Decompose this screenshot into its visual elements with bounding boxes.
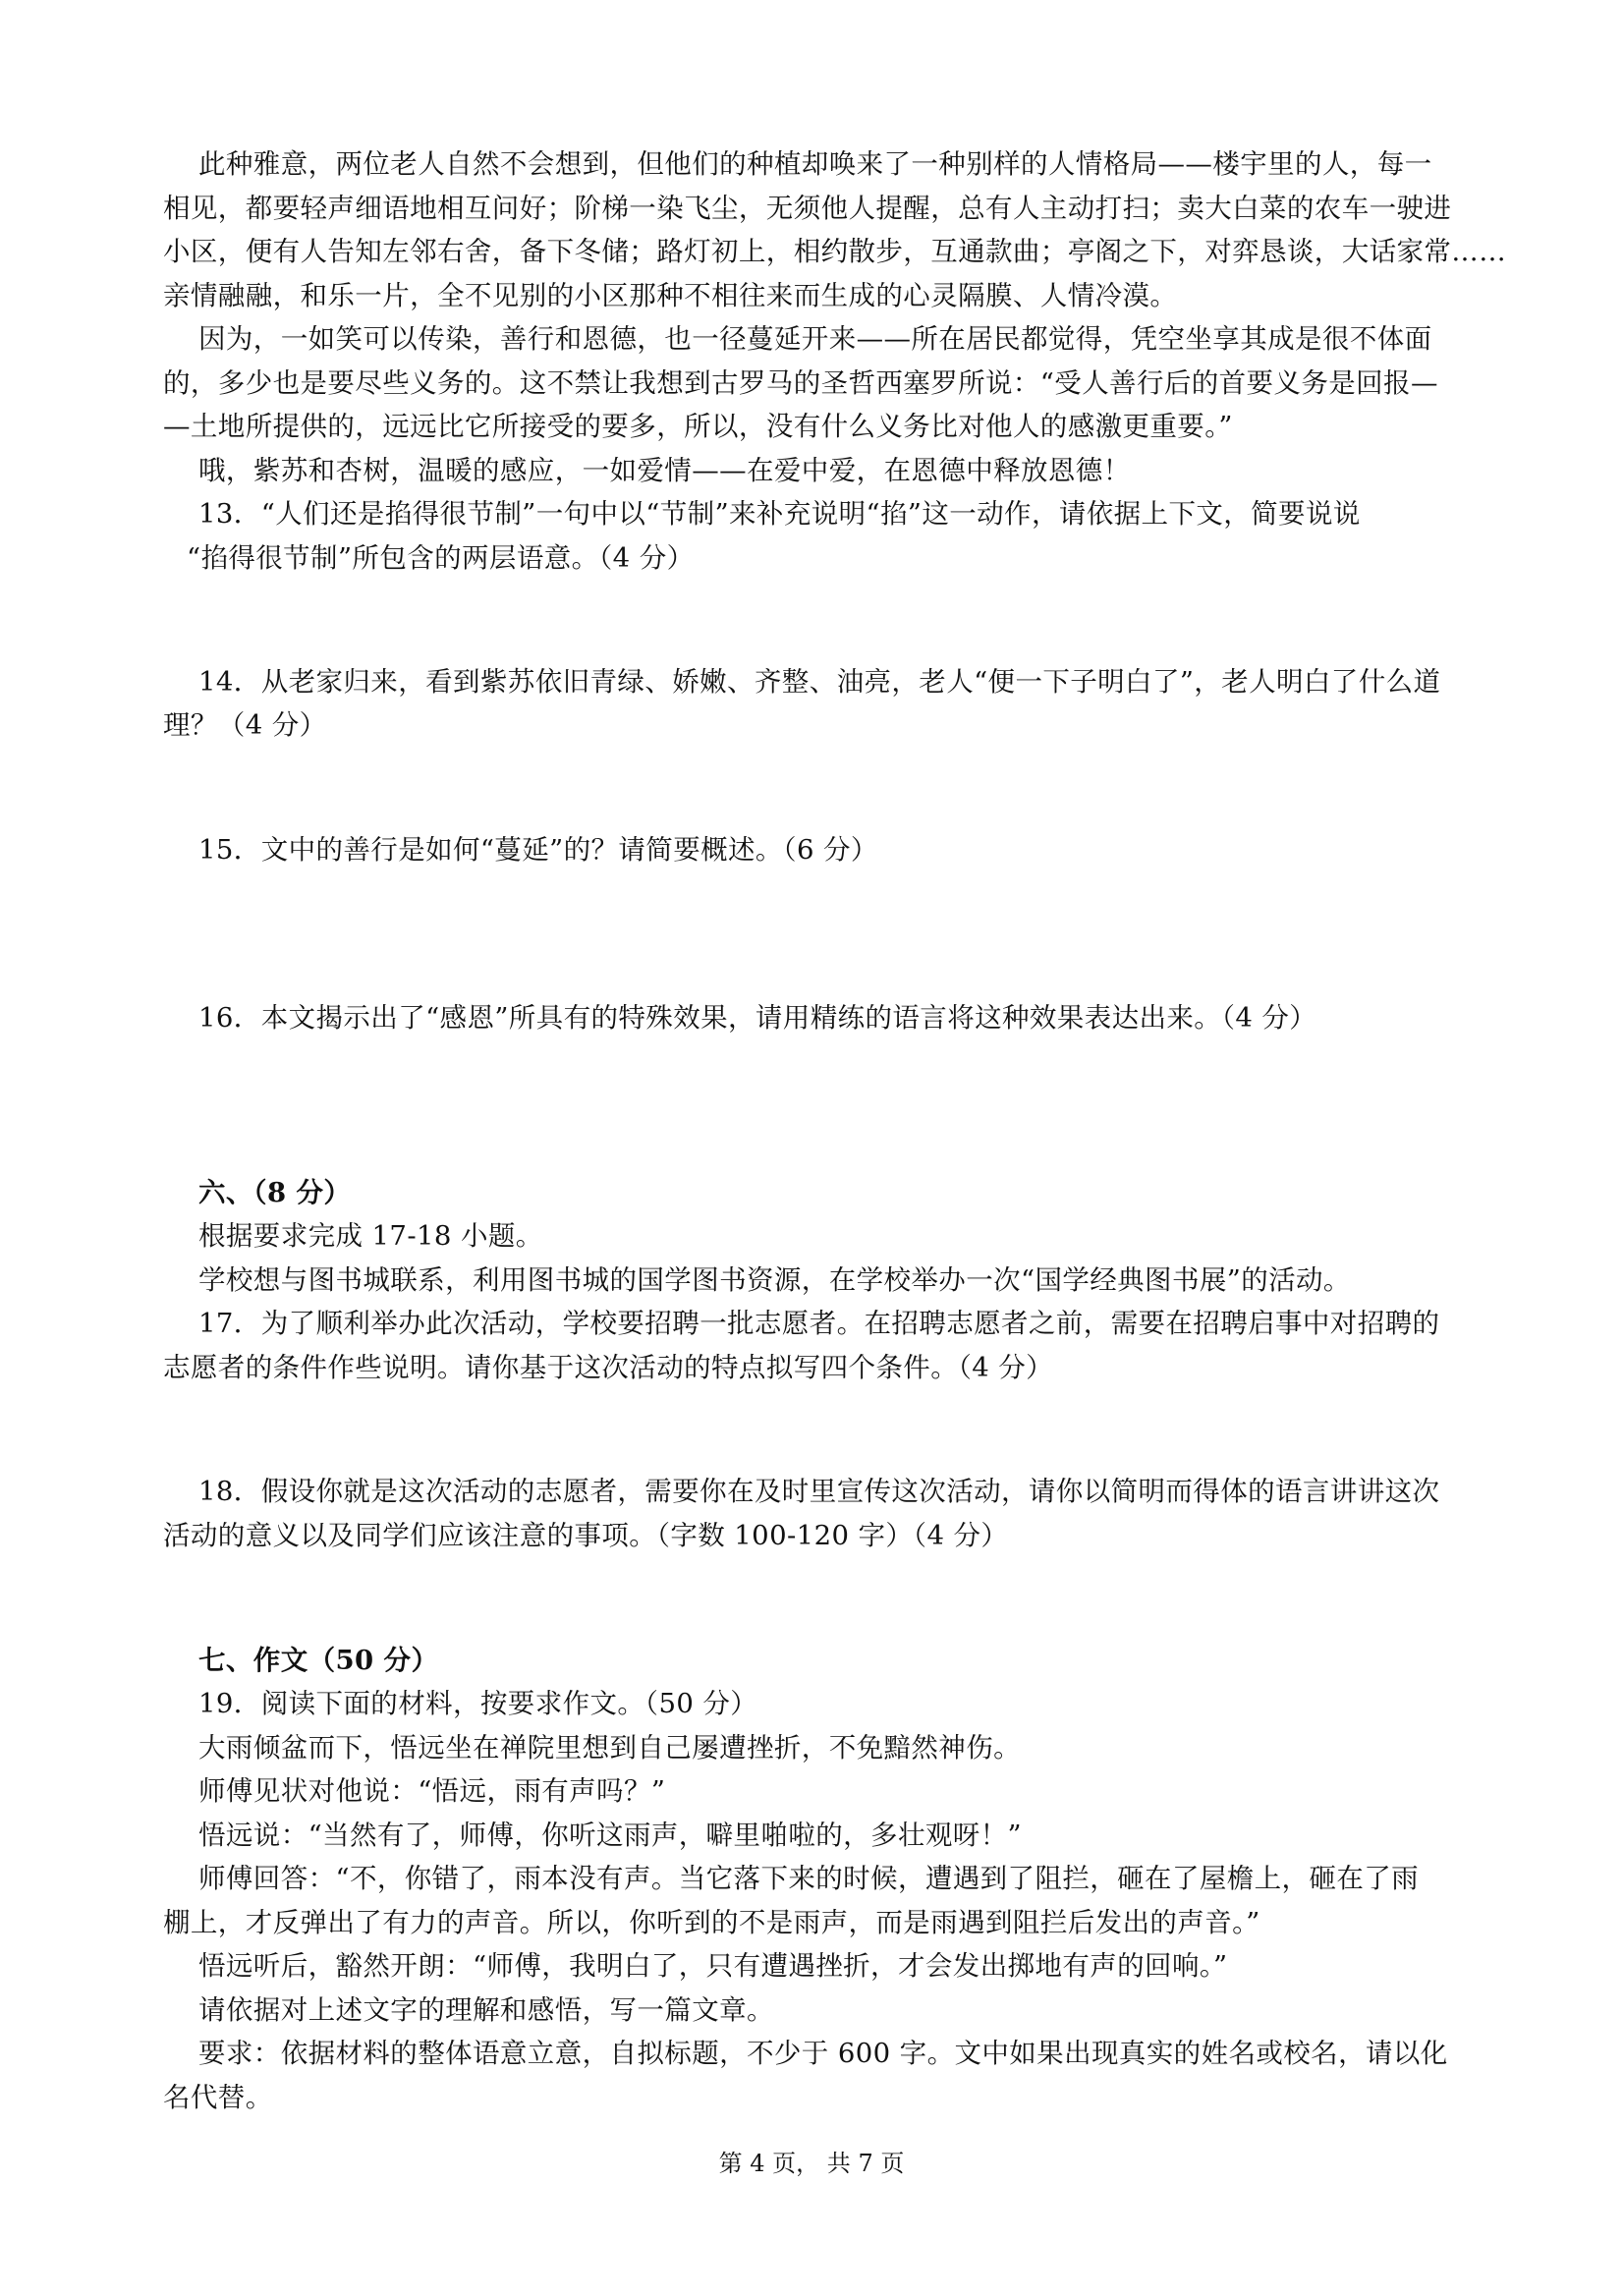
question-14-line-2: 理？（4 分）	[163, 709, 327, 741]
enlightenment-line: 悟远听后，豁然开朗：“师傅，我明白了，只有遭遇挫折，才会发出掷地有声的回响。”	[198, 1950, 1228, 1982]
material-line-1: 大雨倾盆而下，悟远坐在禅院里想到自己屡遭挫折，不免黯然神伤。	[198, 1732, 1021, 1764]
question-17-line-2: 志愿者的条件作些说明。请你基于这次活动的特点拟写四个条件。（4 分）	[163, 1352, 1054, 1383]
question-15: 15．文中的善行是如何“蔓延”的？请简要概述。（6 分）	[198, 834, 878, 866]
question-13-line-2: “掐得很节制”所包含的两层语意。（4 分）	[187, 542, 695, 574]
passage-p2-line-3: —土地所提供的，远远比它所接受的要多，所以，没有什么义务比对他人的感激更重要。”	[163, 411, 1233, 442]
question-18-line-1: 18．假设你就是这次活动的志愿者，需要你在及时里宣传这次活动，请你以简明而得体的语言讲讲这次	[198, 1476, 1440, 1507]
passage-p1-line-4: 亲情融融，和乐一片，全不见别的小区那种不相往来而生成的心灵隔膜、人情冷漠。	[163, 280, 1178, 311]
requirements-line-1: 要求：依据材料的整体语意立意，自拟标题，不少于 600 字。文中如果出现真实的姓名或校名，请以化	[198, 2038, 1448, 2069]
passage-p3: 哦，紫苏和杏树，温暖的感应，一如爱情——在爱中爱，在恩德中释放恩德！	[198, 455, 1131, 486]
question-17-line-1: 17．为了顺利举办此次活动，学校要招聘一批志愿者。在招聘志愿者之前，需要在招聘启事中对招聘的	[198, 1308, 1440, 1339]
instruction-line: 请依据对上述文字的理解和感悟，写一篇文章。	[198, 1994, 774, 2026]
section-7-heading: 七、作文（50 分）	[198, 1645, 439, 1676]
material-line-3: 悟远说：“当然有了，师傅，你听这雨声，噼里啪啦的，多壮观呀！”	[198, 1820, 1023, 1851]
section-6-context: 学校想与图书城联系，利用图书城的国学图书资源，在学校举办一次“国学经典图书展”的活动。	[198, 1264, 1351, 1296]
section-6-heading: 六、（8 分）	[198, 1177, 352, 1208]
passage-p2-line-2: 的，多少也是要尽些义务的。这不禁让我想到古罗马的圣哲西塞罗所说：“受人善行后的首要义务是回报—	[163, 367, 1438, 399]
material-line-2: 师傅见状对他说：“悟远，雨有声吗？”	[198, 1775, 666, 1807]
page-number: 第 4 页， 共 7 页	[718, 2150, 905, 2177]
question-19: 19．阅读下面的材料，按要求作文。（50 分）	[198, 1688, 758, 1719]
question-18-line-2: 活动的意义以及同学们应该注意的事项。（字数 100-120 字）（4 分）	[163, 1520, 1009, 1551]
passage-p2-line-1: 因为，一如笑可以传染，善行和恩德，也一径蔓延开来——所在居民都觉得，凭空坐享其成是很不体面	[198, 323, 1432, 355]
passage-p1-line-3: 小区，便有人告知左邻右舍，备下冬储；路灯初上，相约散步，互通款曲；亭阁之下，对弈恳谈，大话家常……	[163, 236, 1507, 267]
master-reply-line-2: 棚上，才反弹出了有力的声音。所以，你听到的不是雨声，而是雨遇到阻拦后发出的声音。”	[163, 1907, 1260, 1938]
passage-p1-line-1: 此种雅意，两位老人自然不会想到，但他们的种植却唤来了一种别样的人情格局——楼宇里的人，每一	[198, 148, 1432, 180]
section-6-intro: 根据要求完成 17-18 小题。	[198, 1220, 543, 1252]
master-reply-line-1: 师傅回答：“不，你错了，雨本没有声。当它落下来的时候，遭遇到了阻拦，砸在了屋檐上，砸在了雨	[198, 1863, 1420, 1894]
question-14-line-1: 14．从老家归来，看到紫苏依旧青绿、娇嫩、齐整、油亮，老人“便一下子明白了”，老人明白了什么道	[198, 666, 1441, 698]
requirements-line-2: 名代替。	[163, 2082, 273, 2113]
question-16: 16．本文揭示出了“感恩”所具有的特殊效果，请用精练的语言将这种效果表达出来。（4 分）	[198, 1002, 1317, 1034]
passage-p1-line-2: 相见，都要轻声细语地相互问好；阶梯一染飞尘，无须他人提醒，总有人主动打扫；卖大白菜的农车一驶进	[163, 193, 1452, 224]
question-13-line-1: 13．“人们还是掐得很节制”一句中以“节制”来补充说明“掐”这一动作，请依据上下文，简要说说	[198, 498, 1361, 530]
